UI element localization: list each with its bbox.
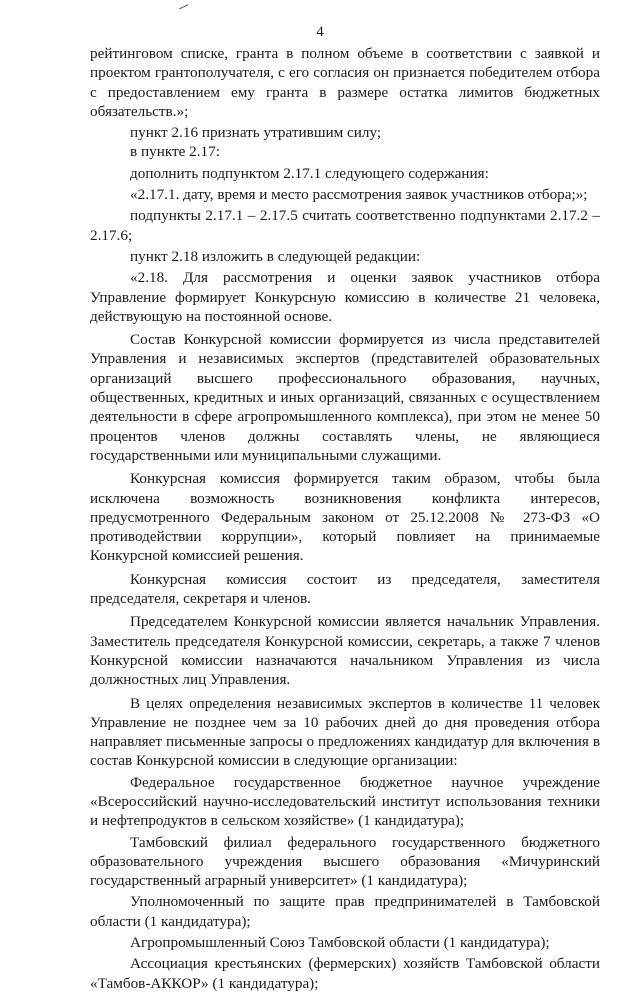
paragraph-org-vniitin: Федеральное государственное бюджетное научное учреждение «Всероссийский научно-исследовательский институт использования техники и нефтепродуктов в сельском хозяйстве» (1 кандидатура); [90, 773, 600, 830]
page-number: 4 [316, 24, 324, 40]
paragraph-quote-2-18: «2.18. Для рассмотрения и оценки заявок участников отбора Управление формирует Конкурсную комиссию в количестве 21 человека, действующую на постоянной основе. [90, 269, 600, 325]
paragraph-item-2-17: в пункте 2.17: [130, 143, 220, 161]
paragraph-org-ombudsman: Уполномоченный по защите прав предпринимателей в Тамбовской области (1 кандидатура); [90, 893, 600, 930]
pen-mark [179, 4, 191, 15]
paragraph-conflict-of-interest: Конкурсная комиссия формируется таким образом, чтобы была исключена возможность возникновения конфликта интересов, предусмотренного Федеральным законом от 25.12.2008 № 273-ФЗ «О противодействии коррупции», который повлияет на принимаемые Конкурсной комиссией решения. [90, 470, 600, 565]
paragraph-renumber: подпункты 2.17.1 – 2.17.5 считать соответственно подпунктами 2.17.2 – 2.17.6; [90, 207, 600, 244]
paragraph-org-akkor: Ассоциация крестьянских (фермерских) хозяйств Тамбовской области «Тамбов-АККОР» (1 кандидатура); [90, 955, 600, 992]
paragraph-commission-composition: Состав Конкурсной комиссии формируется из числа представителей Управления и независимых экспертов (представителей образовательных организаций высшего профессионального образования, научных, общественных, кредитных и иных организаций, связанных с осуществлением деятельности в сфере агропромышленного комплекса), при этом не менее 50 процентов членов должны составлять члены, не являющиеся государственными или муниципальными служащими. [90, 331, 600, 464]
paragraph-org-agro-union: Агропромышленный Союз Тамбовской области (1 кандидатура); [130, 934, 550, 952]
document-body [90, 44, 600, 993]
paragraph-chairman: Председателем Конкурсной комиссии является начальник Управления. Заместитель председателя Конкурсной комиссии, секретарь, а также 7 членов Конкурсной комиссии назначаются начальником Управления из числа должностных лиц Управления. [90, 613, 600, 689]
paragraph-org-michurinsk: Тамбовский филиал федерального государственного бюджетного образовательного учреждения высшего образования «Мичуринский государственный аграрный университет» (1 кандидатура); [90, 833, 600, 890]
paragraph-quote-2-17-1: «2.17.1. дату, время и место рассмотрения заявок участников отбора;»; [130, 186, 588, 204]
paragraph-item-2-16: пункт 2.16 признать утратившим силу; [130, 124, 382, 142]
paragraph-item-2-18: пункт 2.18 изложить в следующей редакции: [130, 247, 421, 265]
paragraph-add-2-17-1: дополнить подпунктом 2.17.1 следующего содержания: [130, 164, 489, 182]
paragraph-commission-members: Конкурсная комиссия состоит из председателя, заместителя председателя, секретаря и членов. [90, 570, 600, 608]
paragraph-experts-request: В целях определения независимых экспертов в количестве 11 человек Управление не позднее чем за 10 рабочих дней до дня проведения отбора направляет письменные запросы о предложениях кандидатур для включения в состав Конкурсной комиссии в следующие организации: [90, 694, 600, 770]
paragraph-continuation: рейтинговом списке, гранта в полном объеме в соответствии с заявкой и проектом грантополучателя, с его согласия он признается победителем отбора с предоставлением ему гранта в размере остатка лимитов бюджетных обязательств.»; [90, 45, 600, 120]
